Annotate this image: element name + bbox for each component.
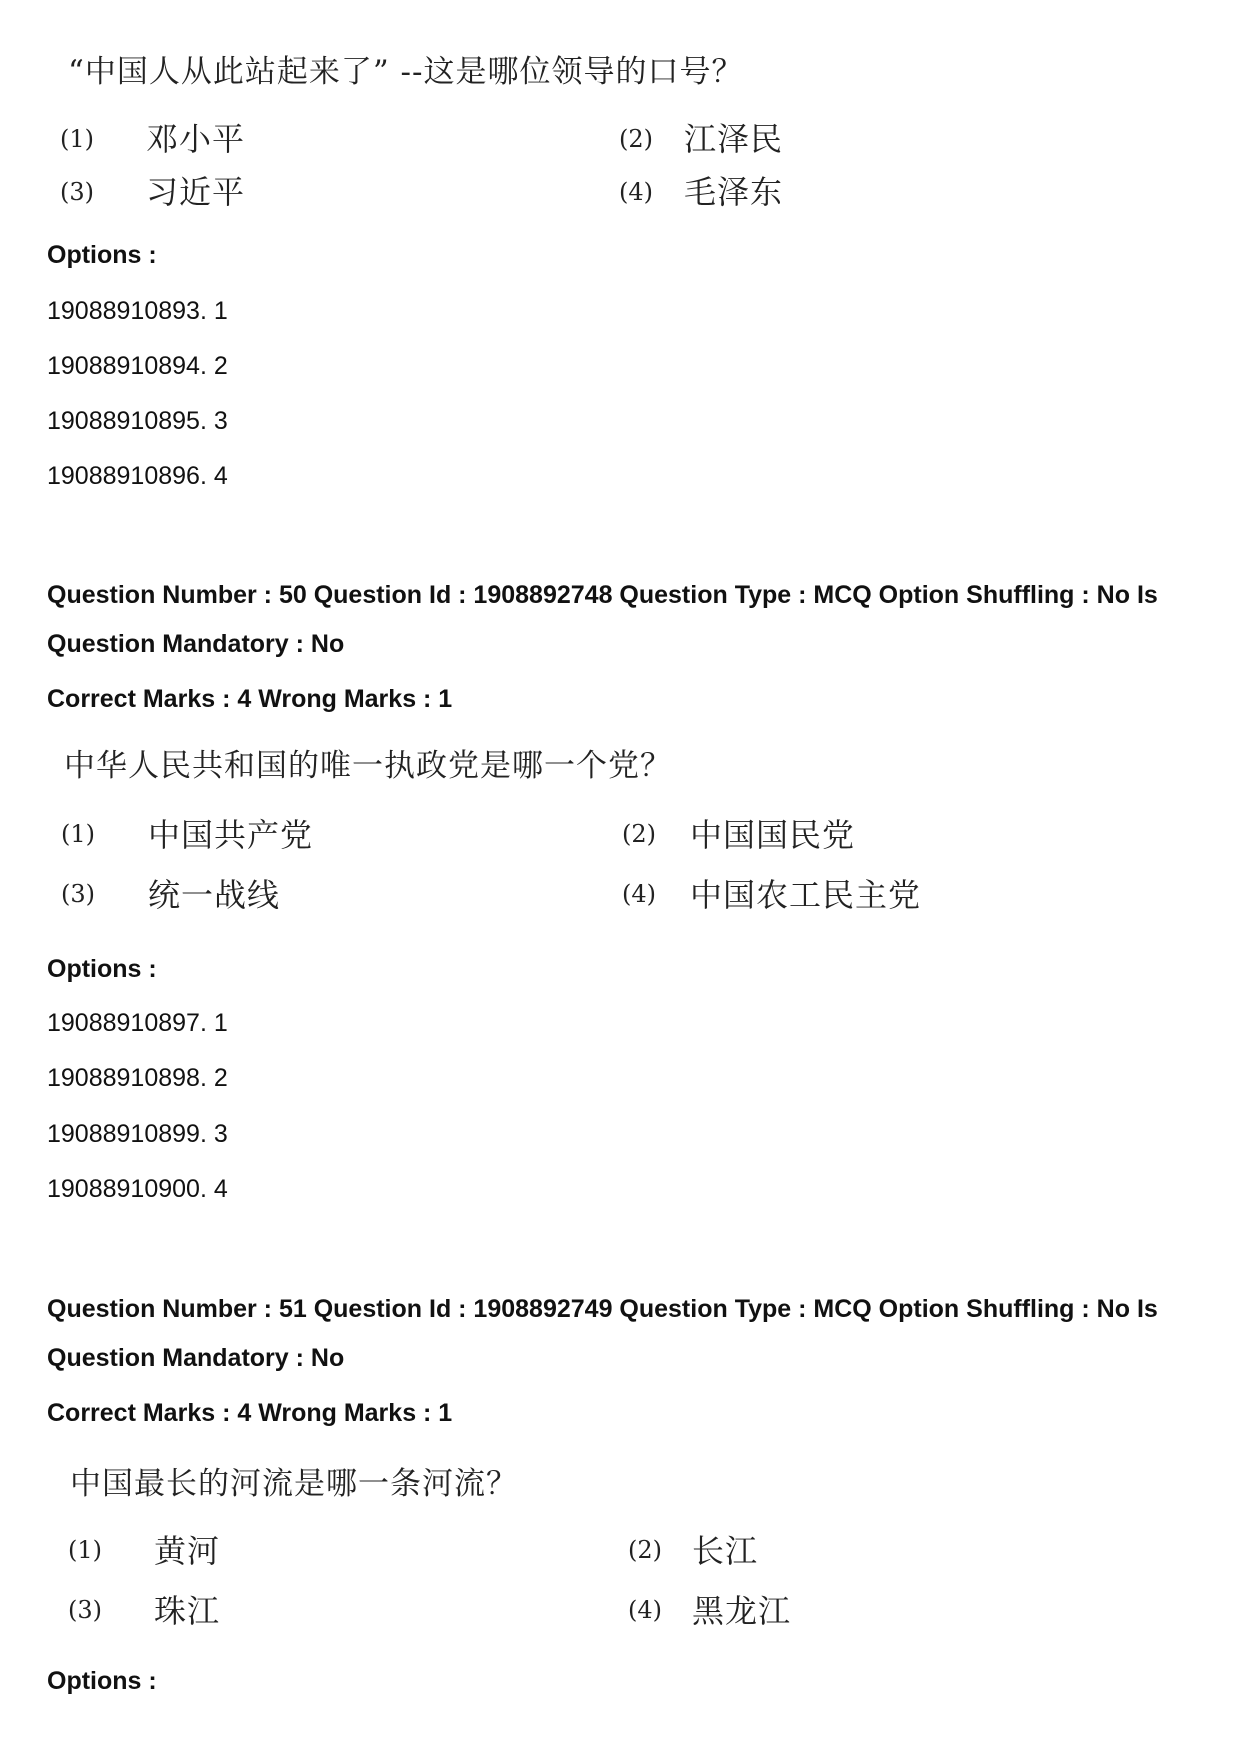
- choice-number: (2): [622, 820, 656, 848]
- choice-number: (4): [622, 880, 656, 908]
- question-meta: Question Number : 50 Question Id : 1908892748 Question Type : MCQ Option Shuffling : No Is: [47, 581, 1158, 609]
- question-meta: Question Mandatory : No: [47, 630, 345, 658]
- choice-text: 长江: [692, 1532, 759, 1570]
- question-meta: Question Mandatory : No: [47, 1344, 345, 1372]
- choice-text: 黄河: [154, 1532, 221, 1570]
- choice-text: 习近平: [146, 173, 246, 211]
- choice-text: 中国共产党: [148, 816, 314, 854]
- choice-text: 中国农工民主党: [690, 876, 922, 914]
- choice-text: 黑龙江: [692, 1592, 792, 1630]
- options-label: Options :: [47, 955, 157, 983]
- option-line: 19088910897. 1: [47, 1009, 228, 1037]
- choice-text: 邓小平: [146, 120, 246, 158]
- choice-text: 毛泽东: [684, 173, 784, 211]
- option-line: 19088910898. 2: [47, 1064, 228, 1092]
- choice-number: (1): [61, 820, 95, 848]
- choice-number: (2): [619, 125, 653, 153]
- choice-number: (4): [628, 1596, 662, 1624]
- options-label: Options :: [47, 241, 157, 269]
- choice-text: 珠江: [154, 1592, 221, 1630]
- question-marks: Correct Marks : 4 Wrong Marks : 1: [47, 1399, 453, 1427]
- choice-text: 江泽民: [684, 120, 784, 158]
- question-text: 中华人民共和国的唯一执政党是哪一个党？: [64, 748, 672, 784]
- question-text: “中国人从此站起来了” --这是哪位领导的口号？: [68, 54, 744, 90]
- choice-number: (4): [619, 178, 653, 206]
- choice-number: (3): [60, 178, 94, 206]
- option-line: 19088910896. 4: [47, 462, 228, 490]
- choice-number: (3): [68, 1596, 102, 1624]
- option-line: 19088910900. 4: [47, 1175, 228, 1203]
- choice-number: (3): [61, 880, 95, 908]
- option-line: 19088910899. 3: [47, 1120, 228, 1148]
- question-text: 中国最长的河流是哪一条河流？: [70, 1466, 518, 1502]
- question-meta: Question Number : 51 Question Id : 1908892749 Question Type : MCQ Option Shuffling : No Is: [47, 1295, 1158, 1323]
- choice-number: (1): [60, 125, 94, 153]
- option-line: 19088910894. 2: [47, 352, 228, 380]
- choice-text: 统一战线: [148, 876, 281, 914]
- option-line: 19088910895. 3: [47, 407, 228, 435]
- question-marks: Correct Marks : 4 Wrong Marks : 1: [47, 685, 453, 713]
- choice-number: (2): [628, 1536, 662, 1564]
- choice-text: 中国国民党: [690, 816, 856, 854]
- options-label: Options :: [47, 1667, 157, 1695]
- choice-number: (1): [68, 1536, 102, 1564]
- option-line: 19088910893. 1: [47, 297, 228, 325]
